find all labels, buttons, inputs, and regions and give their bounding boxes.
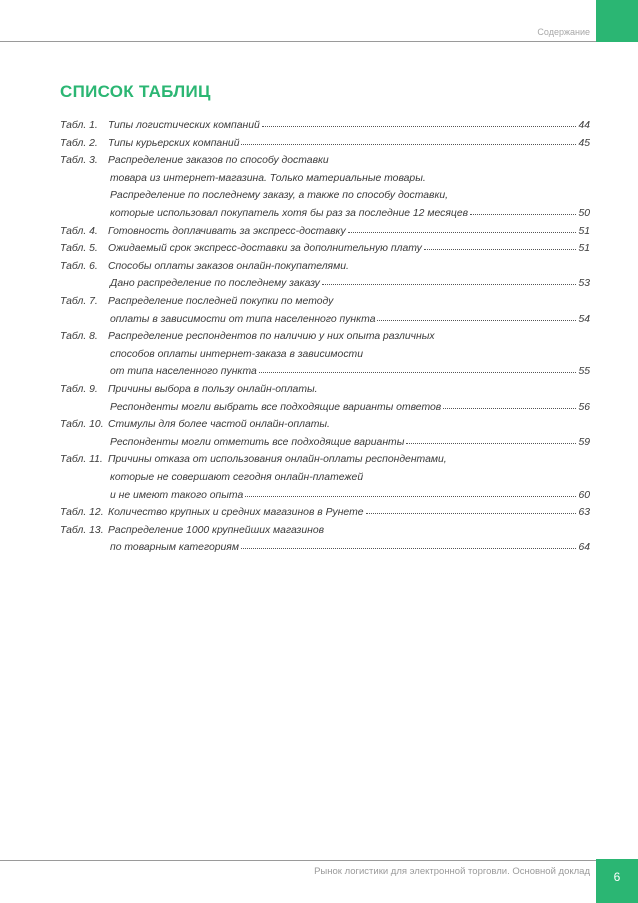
toc-entry-title-line: которые использовал покупатель хотя бы раз за последние 12 месяцев [110, 207, 469, 219]
toc-entry[interactable] [60, 135, 590, 153]
toc-entry-number: Табл. 5. [60, 243, 98, 255]
toc-entry-title-line: Распределение заказов по способу доставки [108, 155, 329, 167]
toc-leader-dots [259, 371, 577, 373]
toc-leader-dots [366, 512, 577, 514]
toc-entry-page: 59 [578, 436, 590, 448]
footer-rule [0, 860, 596, 861]
toc-entry-title-line: способов оплаты интернет-заказа в зависимости [110, 348, 363, 360]
toc-entry-title-line: Распределение 1000 крупнейших магазинов [108, 524, 325, 536]
toc-entry-title-line: Типы логистических компаний [108, 120, 260, 131]
toc-entry[interactable] [60, 117, 590, 135]
section-title: Содержание [537, 27, 590, 37]
toc-entry-title-line: Типы курьерских компаний [108, 137, 240, 149]
toc-entry-title-line: Ожидаемый срок экспресс-доставки за дополнительную плату [108, 243, 422, 255]
toc-entry-title-line: Готовность доплачивать за экспресс-доставку [108, 225, 346, 237]
toc-leader-dots [377, 319, 576, 321]
toc-entry-title-line: по товарным категориям [110, 542, 239, 554]
toc-entry-title-line: Количество крупных и средних магазинов в Рунете [108, 507, 364, 519]
toc-entry-number: Табл. 1. [60, 120, 98, 131]
toc-entry-page: 51 [578, 225, 590, 237]
page-number: 6 [613, 870, 621, 884]
header-rule [0, 41, 596, 42]
toc-entry-number: Табл. 11. [60, 454, 103, 466]
toc-entry-title-line: Стимулы для более частой онлайн-оплаты. [108, 419, 330, 431]
toc-entry-title-line: Причины выбора в пользу онлайн-оплаты. [108, 383, 318, 395]
toc-entry-number: Табл. 3. [60, 155, 98, 167]
toc-entry[interactable] [60, 522, 590, 557]
toc-leader-dots [241, 143, 576, 145]
toc-entry-title-line: Дано распределение по последнему заказу [110, 278, 320, 290]
toc-entry-title-line: Распределение респондентов по наличию у них опыта различных [108, 331, 435, 343]
toc-leader-dots [348, 231, 577, 233]
toc-entry-page: 54 [578, 313, 590, 325]
toc-entry-title-line: и не имеют такого опыта [110, 489, 244, 501]
toc-entry-page: 50 [578, 207, 590, 219]
toc-entry-page: 56 [578, 401, 590, 413]
toc-entry[interactable] [60, 293, 590, 328]
page-title: СПИСОК ТАБЛИЦ [60, 82, 211, 101]
toc-entry-title-line: Способы оплаты заказов онлайн-покупателями. [108, 260, 349, 272]
list-of-tables [60, 117, 590, 557]
toc-entry[interactable] [60, 381, 590, 416]
toc-entry-number: Табл. 6. [60, 260, 98, 272]
toc-entry-page: 64 [578, 542, 590, 554]
toc-entry-page: 51 [578, 243, 590, 255]
toc-leader-dots [406, 442, 576, 444]
toc-entry-page: 60 [578, 489, 590, 501]
toc-entry[interactable] [60, 240, 590, 258]
toc-entry-page: 55 [578, 366, 590, 378]
toc-entry-title-line: которые не совершают сегодня онлайн-платежей [110, 471, 364, 483]
toc-entry-title-line: Распределение по последнему заказу, а также по способу доставки, [110, 190, 449, 202]
toc-entry-page: 44 [578, 120, 590, 131]
toc-entry-title-line: Респонденты могли отметить все подходящие варианты [110, 436, 405, 448]
toc-leader-dots [424, 248, 577, 250]
toc-entry[interactable] [60, 258, 590, 293]
toc-entry-number: Табл. 13. [60, 524, 104, 536]
toc-entry-number: Табл. 10. [60, 419, 104, 431]
footer-title: Рынок логистики для электронной торговли. Основной доклад [314, 866, 590, 877]
toc-leader-dots [443, 407, 576, 409]
toc-entry-title-line: Распределение последней покупки по методу [108, 295, 334, 307]
toc-entry-number: Табл. 2. [60, 137, 98, 149]
toc-entry-title-line: оплаты в зависимости от типа населенного пункта [110, 313, 376, 325]
toc-entry[interactable] [60, 451, 590, 504]
toc-entry[interactable] [60, 328, 590, 381]
toc-entry-number: Табл. 12. [60, 507, 104, 519]
toc-entry-title-line: Причины отказа от использования онлайн-оплаты респондентами, [108, 454, 447, 466]
toc-entry[interactable] [60, 504, 590, 522]
toc-entry-page: 63 [578, 507, 590, 519]
toc-entry-page: 53 [578, 278, 590, 290]
toc-entry-title-line: товара из интернет-магазина. Только материальные товары. [110, 172, 426, 184]
toc-entry-title-line: от типа населенного пункта [110, 366, 257, 378]
toc-entry-number: Табл. 8. [60, 331, 98, 343]
header-accent-tab [596, 0, 638, 42]
toc-entry-number: Табл. 7. [60, 295, 98, 307]
toc-leader-dots [470, 213, 576, 215]
toc-leader-dots [241, 547, 576, 549]
toc-entry-page: 45 [578, 137, 590, 149]
toc-entry-number: Табл. 4. [60, 225, 98, 237]
toc-entry[interactable] [60, 416, 590, 451]
toc-leader-dots [245, 495, 576, 497]
toc-entry[interactable] [60, 223, 590, 241]
toc-leader-dots [322, 283, 577, 285]
toc-leader-dots [262, 125, 577, 127]
toc-entry[interactable] [60, 152, 590, 222]
toc-entry-number: Табл. 9. [60, 383, 98, 395]
toc-entry-title-line: Респонденты могли выбрать все подходящие варианты ответов [110, 401, 442, 413]
